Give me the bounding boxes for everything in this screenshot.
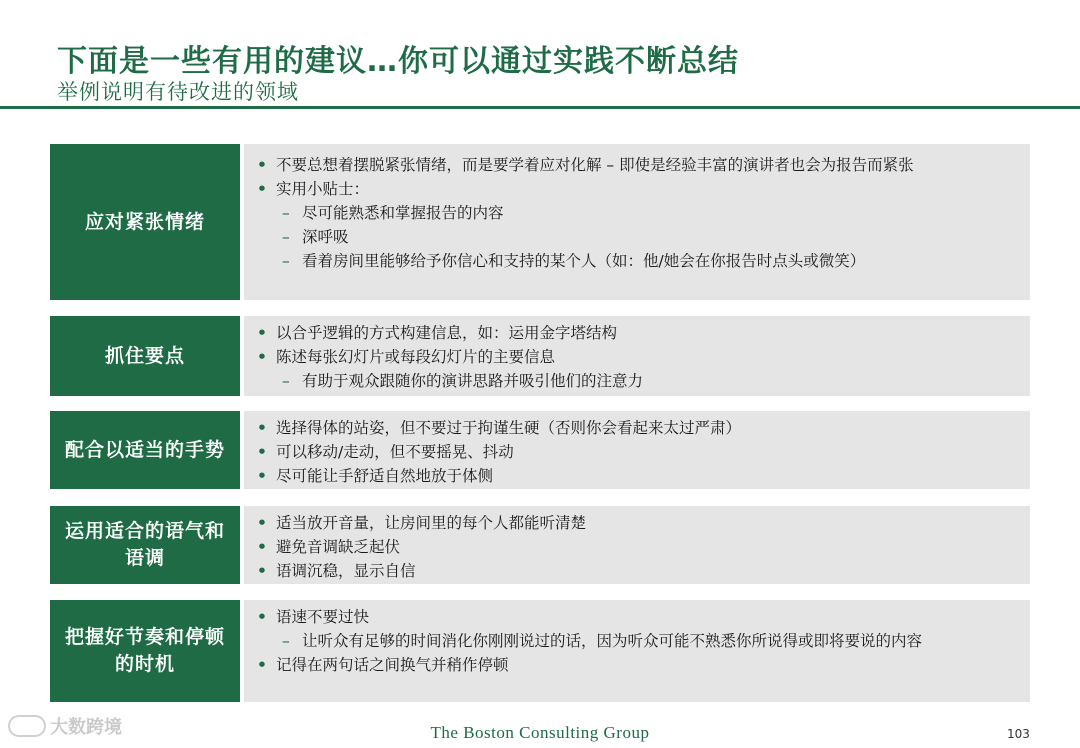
watermark-text: 大数跨境 [50,717,122,738]
tip-bullet: • 避免音调缺乏起伏 [254,535,1016,559]
tip-sub-bullet: – 看着房间里能够给予你信心和支持的某个人（如：他/她会在你报告时点头或微笑） [254,249,1016,273]
tip-bullet: • 选择得体的站姿，但不要过于拘谨生硬（否则你会看起来太过严肃） [254,416,1016,440]
page-number: 103 [1007,727,1030,741]
tip-row-tone [50,506,1030,584]
tip-content [244,506,1030,584]
tip-row-key-points [50,316,1030,396]
tip-label: 抓住要点 [50,316,240,396]
tip-bullet: • 记得在两句话之间换气并稍作停顿 [254,653,1016,677]
tip-bullet: • 尽可能让手舒适自然地放于体侧 [254,464,1016,488]
tip-bullet: • 语速不要过快 [254,605,1016,629]
tip-label: 应对紧张情绪 [50,144,240,300]
tip-sub-bullet: – 让听众有足够的时间消化你刚刚说过的话，因为听众可能不熟悉你所说得或即将要说的内容 [254,629,1016,653]
tip-content [244,316,1030,396]
tip-row-gestures [50,411,1030,489]
tip-bullet: • 适当放开音量，让房间里的每个人都能听清楚 [254,511,1016,535]
tip-sub-bullet: – 深呼吸 [254,225,1016,249]
tip-bullet: • 以合乎逻辑的方式构建信息，如：运用金字塔结构 [254,321,1016,345]
tip-content [244,411,1030,489]
tip-label: 运用适合的语气和语调 [50,506,240,584]
tip-content [244,144,1030,300]
tip-row-pacing [50,600,1030,702]
tip-content [244,600,1030,702]
page-title: 下面是一些有用的建议…你可以通过实践不断总结 [57,44,739,79]
page-subtitle: 举例说明有待改进的领域 [57,80,299,104]
tip-bullet: • 陈述每张幻灯片或每段幻灯片的主要信息 [254,345,1016,369]
tip-sub-bullet: – 尽可能熟悉和掌握报告的内容 [254,201,1016,225]
tip-bullet: • 语调沉稳，显示自信 [254,559,1016,583]
tip-label: 配合以适当的手势 [50,411,240,489]
title-divider [0,106,1080,109]
tip-label: 把握好节奏和停顿的时机 [50,600,240,702]
tip-bullet: • 实用小贴士： [254,177,1016,201]
tip-bullet: • 不要总想着摆脱紧张情绪，而是要学着应对化解 – 即使是经验丰富的演讲者也会为报告而紧张 [254,153,1016,177]
tip-sub-bullet: – 有助于观众跟随你的演讲思路并吸引他们的注意力 [254,369,1016,393]
tip-bullet: • 可以移动/走动，但不要摇晃、抖动 [254,440,1016,464]
company-logo: The Boston Consulting Group [430,723,650,742]
tip-row-nervousness [50,144,1030,300]
